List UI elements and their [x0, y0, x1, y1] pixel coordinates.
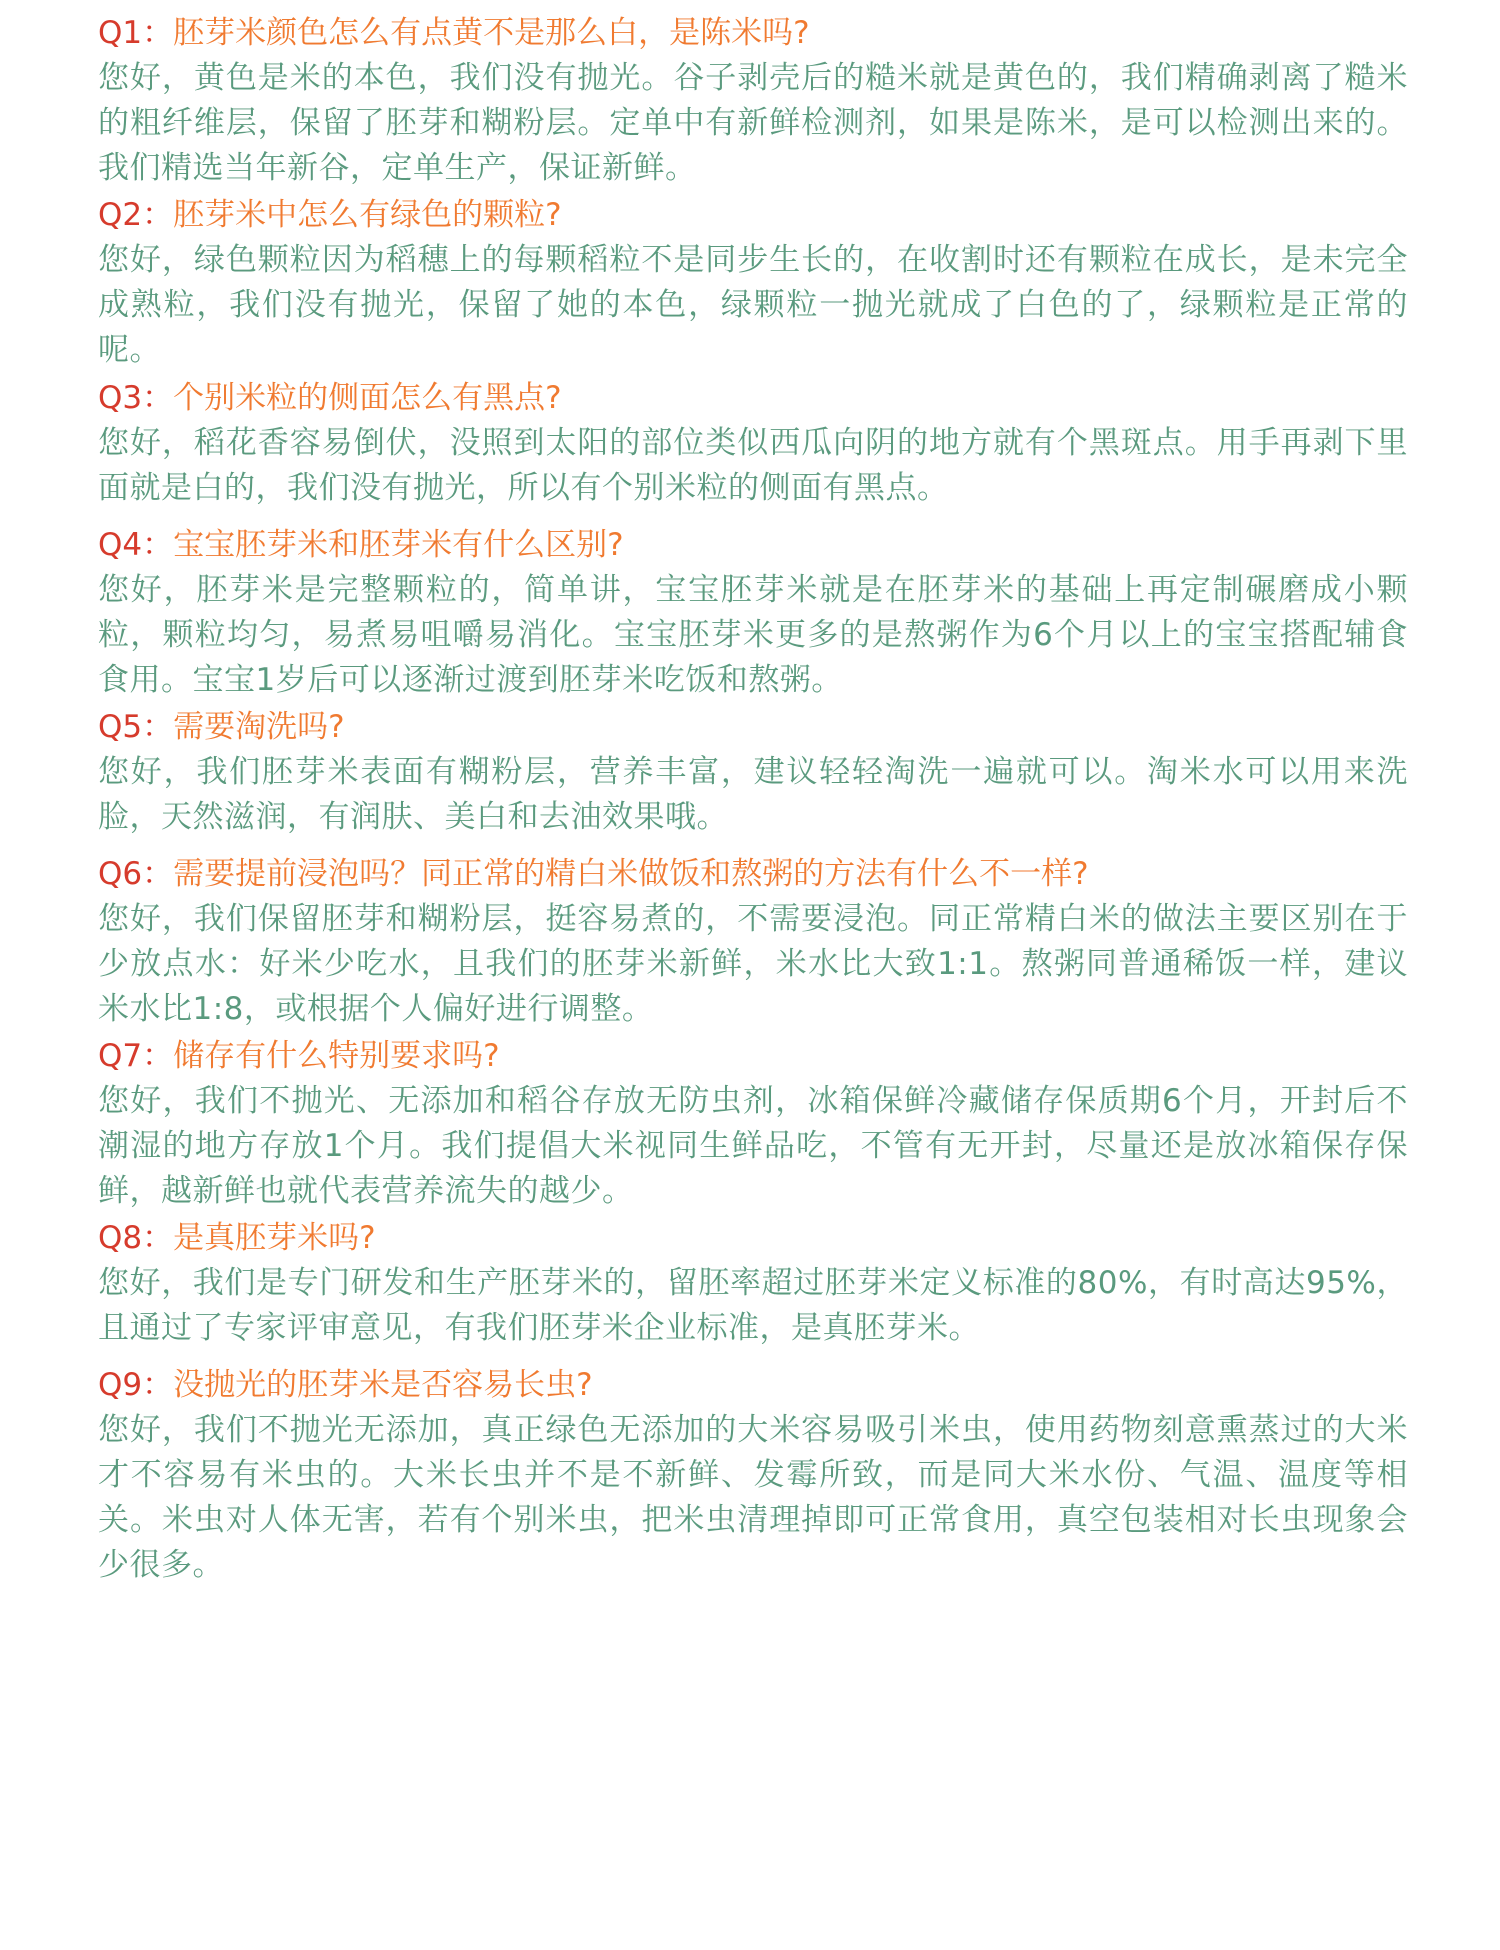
faq-item-q3: [98, 375, 1408, 522]
question-heading: [98, 375, 1408, 421]
question-number: Q7: [98, 1038, 143, 1074]
question-separator: ：: [142, 1220, 174, 1256]
question-number: Q9: [98, 1367, 143, 1403]
faq-item-q8: [98, 1215, 1408, 1362]
question-number: Q5: [98, 709, 143, 745]
question-heading: [98, 10, 1408, 56]
question-separator: ：: [142, 709, 174, 745]
answer-text: 您好，胚芽米是完整颗粒的，简单讲，宝宝胚芽米就是在胚芽米的基础上再定制碾磨成小颗粒，颗粒均匀，易煮易咀嚼易消化。宝宝胚芽米更多的是熬粥作为6个月以上的宝宝搭配辅食食用。宝宝1岁后可以逐渐过渡到胚芽米吃饭和熬粥。: [98, 572, 1408, 698]
question-separator: ：: [142, 380, 174, 416]
answer-text: 您好，我们是专门研发和生产胚芽米的，留胚率超过胚芽米定义标准的80%，有时高达95%，且通过了专家评审意见，有我们胚芽米企业标准，是真胚芽米。: [98, 1265, 1408, 1346]
faq-item-q7: [98, 1033, 1408, 1215]
question-heading: [98, 1362, 1408, 1408]
faq-item-q1: [98, 10, 1408, 192]
question-text: 需要淘洗吗?: [173, 709, 345, 745]
question-separator: ：: [142, 527, 174, 563]
answer-text: 您好，我们不抛光、无添加和稻谷存放无防虫剂，冰箱保鲜冷藏储存保质期6个月，开封后不潮湿的地方存放1个月。我们提倡大米视同生鲜品吃，不管有无开封，尽量还是放冰箱保存保鲜，越新鲜也就代表营养流失的越少。: [98, 1083, 1408, 1209]
question-text: 储存有什么特别要求吗?: [173, 1038, 500, 1074]
answer-text: 您好，稻花香容易倒伏，没照到太阳的部位类似西瓜向阴的地方就有个黑斑点。用手再剥下里面就是白的，我们没有抛光，所以有个别米粒的侧面有黑点。: [98, 425, 1408, 506]
question-heading: [98, 1033, 1408, 1079]
answer-text: 您好，黄色是米的本色，我们没有抛光。谷子剥壳后的糙米就是黄色的，我们精确剥离了糙米的粗纤维层，保留了胚芽和糊粉层。定单中有新鲜检测剂，如果是陈米，是可以检测出来的。我们精选当年新谷，定单生产，保证新鲜。: [98, 60, 1408, 186]
question-text: 胚芽米颜色怎么有点黄不是那么白，是陈米吗?: [173, 15, 810, 51]
answer-text: 您好，绿色颗粒因为稻穗上的每颗稻粒不是同步生长的，在收割时还有颗粒在成长，是未完全成熟粒，我们没有抛光，保留了她的本色，绿颗粒一抛光就成了白色的了，绿颗粒是正常的呢。: [98, 242, 1408, 368]
faq-item-q4: [98, 522, 1408, 704]
answer-text: 您好，我们胚芽米表面有糊粉层，营养丰富，建议轻轻淘洗一遍就可以。淘米水可以用来洗脸，天然滋润，有润肤、美白和去油效果哦。: [98, 754, 1408, 835]
question-text: 没抛光的胚芽米是否容易长虫?: [173, 1367, 593, 1403]
question-text: 胚芽米中怎么有绿色的颗粒?: [173, 197, 562, 233]
question-number: Q3: [98, 380, 143, 416]
faq-item-q9: [98, 1362, 1408, 1588]
question-separator: ：: [142, 1038, 174, 1074]
question-number: Q8: [98, 1220, 143, 1256]
question-number: Q2: [98, 197, 143, 233]
faq-list: [98, 10, 1408, 1588]
question-number: Q1: [98, 15, 143, 51]
question-text: 需要提前浸泡吗？同正常的精白米做饭和熬粥的方法有什么不一样?: [173, 856, 1089, 892]
question-separator: ：: [142, 856, 174, 892]
question-separator: ：: [142, 15, 174, 51]
question-heading: [98, 192, 1408, 238]
question-separator: ：: [142, 1367, 174, 1403]
faq-item-q2: [98, 192, 1408, 375]
faq-item-q6: [98, 851, 1408, 1033]
question-separator: ：: [142, 197, 174, 233]
question-number: Q4: [98, 527, 143, 563]
question-heading: [98, 522, 1408, 568]
question-heading: [98, 1215, 1408, 1261]
question-heading: [98, 704, 1408, 750]
faq-item-q5: [98, 704, 1408, 851]
answer-text: 您好，我们保留胚芽和糊粉层，挺容易煮的，不需要浸泡。同正常精白米的做法主要区别在于少放点水：好米少吃水，且我们的胚芽米新鲜，米水比大致1:1。熬粥同普通稀饭一样，建议米水比1:8，或根据个人偏好进行调整。: [98, 901, 1408, 1027]
answer-text: 您好，我们不抛光无添加，真正绿色无添加的大米容易吸引米虫，使用药物刻意熏蒸过的大米才不容易有米虫的。大米长虫并不是不新鲜、发霉所致，而是同大米水份、气温、温度等相关。米虫对人体无害，若有个别米虫，把米虫清理掉即可正常食用，真空包装相对长虫现象会少很多。: [98, 1412, 1408, 1583]
question-text: 宝宝胚芽米和胚芽米有什么区别?: [173, 527, 624, 563]
question-number: Q6: [98, 856, 143, 892]
question-heading: [98, 851, 1408, 897]
question-text: 是真胚芽米吗?: [173, 1220, 376, 1256]
question-text: 个别米粒的侧面怎么有黑点?: [173, 380, 562, 416]
